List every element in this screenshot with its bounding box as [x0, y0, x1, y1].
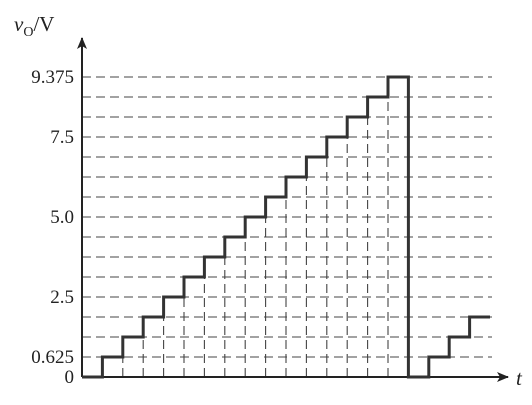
y-axis-label: $v_O/V$: [14, 12, 55, 40]
y-tick-label: 0.625: [31, 347, 74, 368]
y-tick-label: 5.0: [50, 207, 74, 228]
y-tick-label: 9.375: [31, 67, 74, 88]
y-tick-label: 7.5: [50, 127, 74, 148]
x-axis-label: t: [516, 366, 522, 390]
y-tick-label: 0: [64, 367, 74, 388]
y-tick-label: 2.5: [50, 287, 74, 308]
y-tick-labels: [31, 67, 74, 388]
axes: [14, 12, 523, 390]
